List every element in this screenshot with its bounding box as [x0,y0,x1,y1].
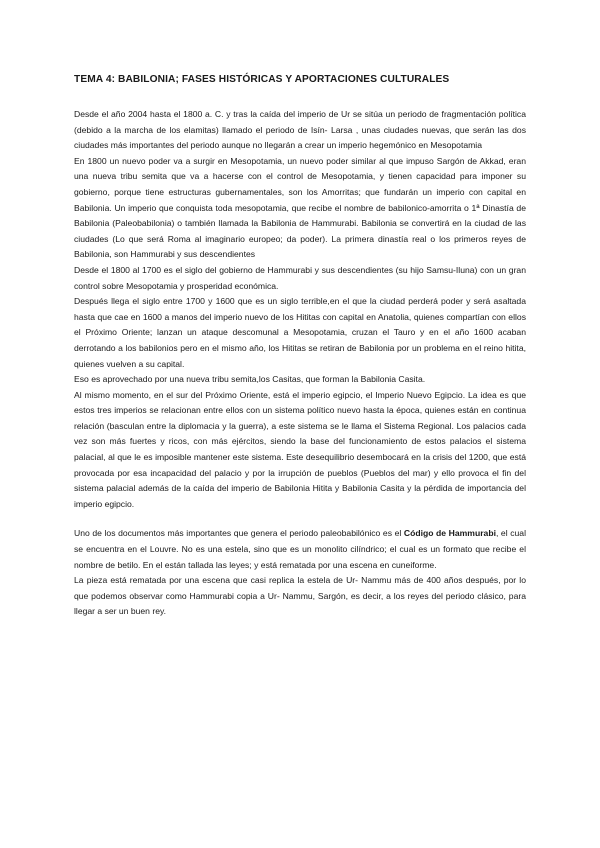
paragraph-hititas: Después llega el siglo entre 1700 y 1600 que es un siglo terrible,en el que la ciudad perderá poder y será asaltada hasta que cae en 1600 a manos del imperio nuevo de los Hititas con capital en Anatolia, quienes compartían con ellos el Próximo Oriente; lanzan un ataque descomunal a Mesopotamia, cruzan el Tauro y en el año 1600 acaban derrotando a los babilonios pero en el mismo año, los Hititas se retiran de Babilonia por un problema en el reino hitita, quienes vuelven a su capital. [74,296,526,369]
paragraph-amorritas: En 1800 un nuevo poder va a surgir en Mesopotamia, un nuevo poder similar al que impuso Sargón de Akkad, eran una nueva tribu semita que va a hacerse con el control de Mesopotamia, y tienen capacidad para imponer su gobierno, porque tiene estructuras gubernamentales, son los Amorritas; que fundarán un imperio con capital en Babilonia. Un imperio que conquista toda mesopotamia, que recibe el nombre de babilonico-amorrita o 1ª Dinastía de Babilonia (Paleobabilonia) o también llamada la Babilonia de Hammurabi. Babilonia se convertirá en la ciudad de las ciudades (Lo que será Roma al imaginario europeo; da poder). La primera dinastía real o los primeros reyes de Babilonia, son Hammurabi y sus descendientes [74,155,526,260]
paragraph-ur-nammu: La pieza está rematada por una escena que casi replica la estela de Ur- Nammu más de 400 años después, por lo que podemos observar como Hammurabi copia a Ur- Nammu, Sargón, es decir, a los reyes del periodo clásico, para llegar a ser un buen rey. [74,575,526,617]
document-title: TEMA 4: BABILONIA; FASES HISTÓRICAS Y APORTACIONES CULTURALES [74,74,450,85]
codigo-text-before: Uno de los documentos más importantes que genera el periodo paleobabilónico es el [74,528,404,539]
paragraph-spacer [74,512,526,526]
paragraph-sistema-regional: Al mismo momento, en el sur del Próximo Oriente, está el imperio egipcio, el Imperio Nuevo Egipcio. La idea es que estos tres imperios se relacionan entre ellos con un sistema político nuevo hasta la época, quienes están en continua relación (basculan entre la diplomacia y la guerra), a este sistema se le llama el Sistema Regional. Los palacios cada vez son más fuertes y ricos, con más ejércitos, siendo la base del funcionamiento de estos palacios el sistema palacial, al que le es imposible mantener este sistema. Este desequilibrio desembocará en la crisis del 1200, que está provocada por esa incapacidad del palacio y por la irrupción de pueblos (Pueblos del mar) y ello provoca el fin del sistema palacial además de la caída del imperio de Babilonia Hitita y Babilonia Casita y la pérdida de importancia del imperio egipcio. [74,389,526,509]
paragraph-isin-larsa: Desde el año 2004 hasta el 1800 a. C. y tras la caída del imperio de Ur se sitúa un periodo de fragmentación política (debido a la marcha de los elamitas) llamado el periodo de Isín- Larsa , unas ciudades nuevas, que serán las dos ciudades más importantes del periodo aunque no llegarán a crear un imperio hegemónico en Mesopotamia [74,109,526,151]
codigo-bold-term: Código de Hammurabi [403,528,496,539]
paragraph-codigo-hammurabi [74,526,526,573]
paragraph-casitas: Eso es aprovechado por una nueva tribu semita,los Casitas, que forman la Babilonia Casita. [74,374,426,385]
paragraph-hammurabi-siglo: Desde el 1800 al 1700 es el siglo del gobierno de Hammurabi y sus descendientes (su hijo Samsu-Iluna) con un gran control sobre Mesopotamia y prosperidad económica. [74,264,526,291]
codigo-text-after: , el cual se encuentra en el Louvre. No es una estela, sino que es un monolito cilíndrico; el cual es un formato que recibe el nombre de betilo. En el están tallada las leyes; y está rematada por una escena en cuneiforme. [74,528,526,570]
